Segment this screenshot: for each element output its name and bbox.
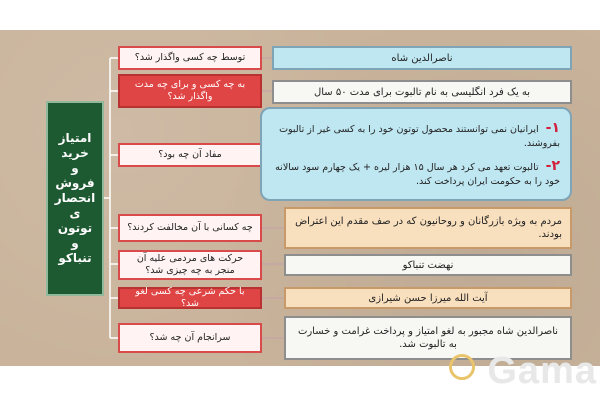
answer-box-recipient <box>272 80 572 104</box>
main-title-line: فروش <box>55 176 95 190</box>
main-title-line: و <box>71 236 79 250</box>
question-box-movement <box>118 250 262 280</box>
answer-box-granter <box>272 46 572 70</box>
question-box-granter <box>118 46 262 70</box>
question-box-opponents <box>118 214 262 242</box>
answer-box-terms <box>260 107 572 201</box>
answer-text: مردم به ویژه بازرگانان و روحانیون که در صف مقدم این اعتراض بودند. <box>295 216 562 240</box>
question-text: حرکت های مردمی علیه آن منجر به چه چیزی شد؟ <box>136 252 244 276</box>
logo-mark-icon <box>449 354 475 380</box>
main-title-line: امتیاز <box>58 131 92 145</box>
main-title-line: و <box>71 161 79 175</box>
terms-item <box>272 119 560 151</box>
logo-text: Gama <box>487 349 597 392</box>
answer-text: آیت الله میرزا حسن شیرازی <box>368 292 488 304</box>
question-box-recipient <box>118 74 262 108</box>
answer-box-opponents <box>284 207 572 249</box>
answer-box-fatwa <box>284 287 572 309</box>
question-text: چه کسانی با آن مخالفت کردند؟ <box>127 221 253 233</box>
question-text: سرانجام آن چه شد؟ <box>149 331 231 343</box>
main-title-line: تنباکو <box>58 251 92 265</box>
question-text: مفاد آن چه بود؟ <box>158 148 222 160</box>
question-box-outcome <box>118 323 262 353</box>
item-number: ۱- <box>545 120 560 137</box>
question-box-fatwa <box>118 287 262 309</box>
main-title-line: ی <box>69 206 81 220</box>
question-box-terms <box>118 143 262 167</box>
answer-text: به یک فرد انگلیسی به نام تالبوت برای مدت ۵۰ سال <box>313 86 531 98</box>
main-title-line: خرید <box>61 146 89 160</box>
item-number: ۲- <box>545 158 560 174</box>
question-text: به چه کسی و برای چه مدت واگذار شد؟ <box>134 78 246 102</box>
main-topic-box <box>46 101 104 296</box>
item-text: تالبوت تعهد می کرد هر سال ۱۵ هزار لیره + یک چهارم سود سالانه خود را به حکومت ایران پرداخت کند. <box>275 162 560 187</box>
answer-text: ناصرالدین شاه <box>391 52 453 64</box>
question-text: با حکم شرعی چه کسی لغو شد؟ <box>135 285 245 309</box>
answer-text: نهضت تنباکو <box>402 259 454 271</box>
item-text: ایرانیان نمی توانستند محصول توتون خود را به کسی غیر از تالبوت بفروشند. <box>279 124 560 150</box>
answer-box-movement <box>284 254 572 276</box>
gama-logo <box>447 346 597 396</box>
answer-text: ناصرالدین شاه مجبور به لغو امتیاز و پرداخت غرامت و خسارت به تالبوت شد. <box>297 326 559 350</box>
terms-item <box>272 157 560 189</box>
main-title-line: انحصار <box>54 191 96 205</box>
main-title-line: توتون <box>57 221 93 235</box>
question-text: توسط چه کسی واگذار شد؟ <box>134 51 246 63</box>
